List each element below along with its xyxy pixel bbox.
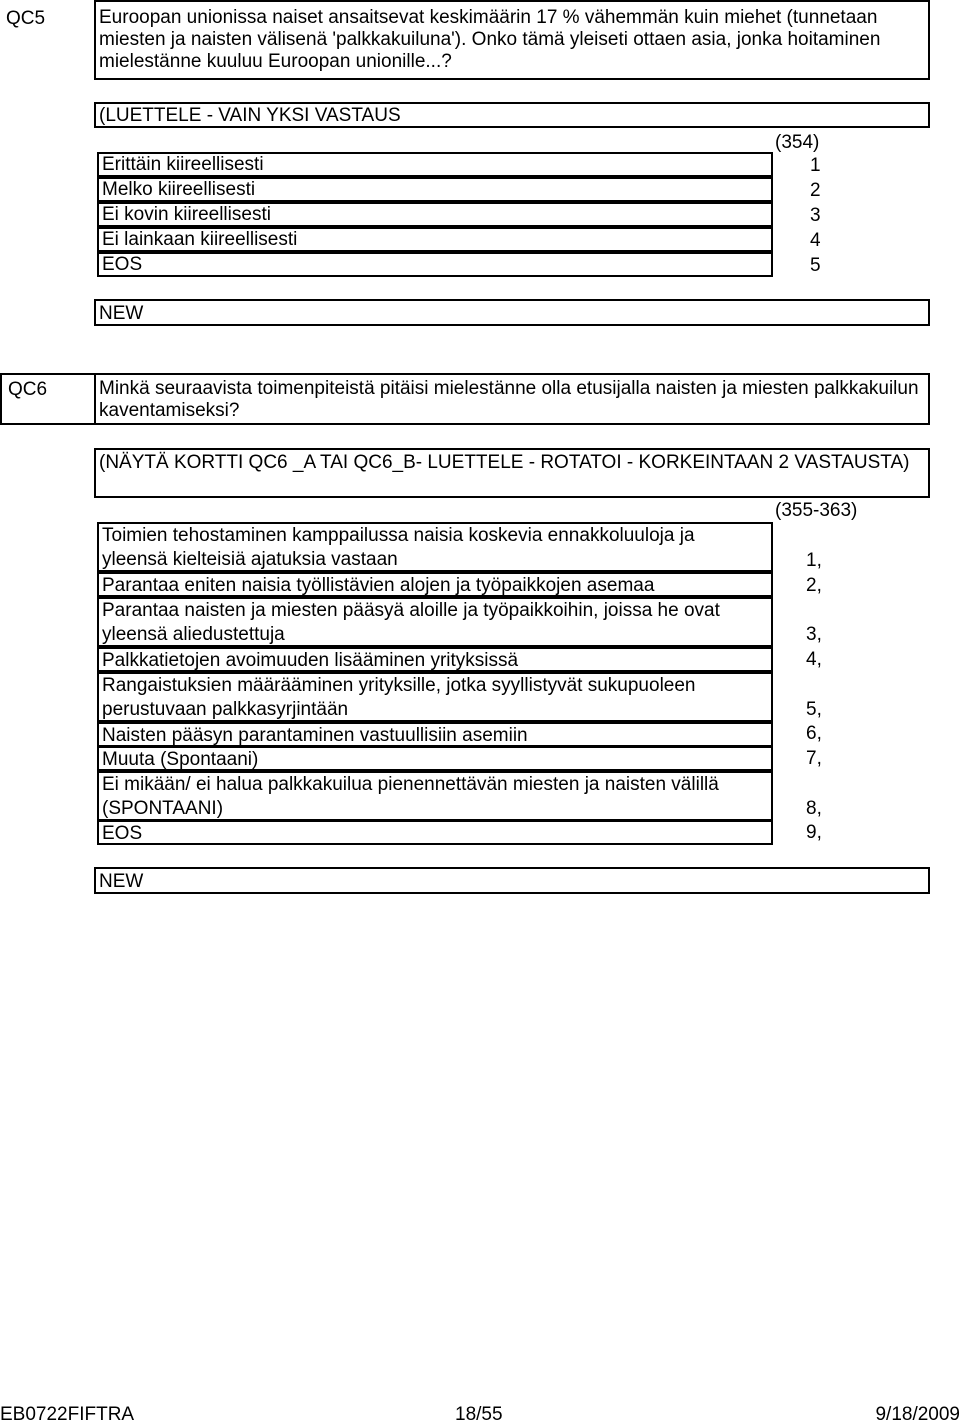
question-text-qc5: Euroopan unionissa naiset ansaitsevat keskimäärin 17 % vähemmän kuin miehet (tunnetaan miesten ja naisten välisenä 'palkkakuiluna'). Onko tämä yleiseti ottaen asia, jonka hoitaminen mielestänne kuuluu Euroopan unionille...? <box>99 7 881 72</box>
answer-option-qc6-3 <box>97 597 773 647</box>
answer-option-qc6-6 <box>97 722 773 747</box>
question-id-qc6: QC6 <box>8 379 48 400</box>
new-label-qc5: NEW <box>99 303 144 324</box>
answer-option-qc6-7 <box>97 746 773 771</box>
answer-option-qc5-2 <box>97 177 773 202</box>
column-code-qc5: (354) <box>775 132 820 153</box>
answer-option-qc6-5 <box>97 672 773 722</box>
answer-code-qc6-1: 1, <box>806 550 822 571</box>
answer-option-qc6-4 <box>97 647 773 672</box>
question-text-box-qc6 <box>94 373 930 425</box>
instruction-box-qc5 <box>94 102 930 128</box>
question-text-qc6: Minkä seuraavista toimenpiteistä pitäisi mielestänne olla etusijalla naisten ja miesten palkkakuilun kaventamiseksi? <box>99 378 919 421</box>
answer-code-qc6-4: 4, <box>806 649 822 670</box>
answer-option-qc6-9 <box>97 820 773 845</box>
answer-option-line1: Muuta (Spontaani) <box>102 749 259 770</box>
answer-option-label: Ei kovin kiireellisesti <box>102 204 271 225</box>
answer-option-line1: Palkkatietojen avoimuuden lisääminen yrityksissä <box>102 650 519 671</box>
footer-date: 9/18/2009 <box>875 1404 960 1423</box>
answer-option-qc5-4 <box>97 227 773 252</box>
answer-option-line1: EOS <box>102 823 143 844</box>
answer-option-line2: yleensä aliedustettuja <box>102 624 285 645</box>
answer-option-label: Ei lainkaan kiireellisesti <box>102 229 298 250</box>
answer-option-line1: Parantaa naisten ja miesten pääsyä aloille ja työpaikkoihin, joissa he ovat <box>102 600 720 621</box>
answer-option-line1: Parantaa eniten naisia työllistävien alojen ja työpaikkojen asemaa <box>102 575 655 596</box>
answer-option-line2: (SPONTAANI) <box>102 798 224 819</box>
question-id-box-qc6 <box>0 373 96 425</box>
answer-option-qc6-1 <box>97 522 773 572</box>
answer-option-qc5-1 <box>97 152 773 177</box>
question-id-qc5: QC5 <box>6 8 46 29</box>
answer-code-qc5-4: 4 <box>810 230 821 251</box>
answer-option-qc6-8 <box>97 771 773 821</box>
instruction-text-qc5: (LUETTELE - VAIN YKSI VASTAUS <box>99 105 401 126</box>
instruction-box-qc6 <box>94 448 930 498</box>
answer-code-qc6-9: 9, <box>806 822 822 843</box>
instruction-text-qc6: (NÄYTÄ KORTTI QC6 _A TAI QC6_B- LUETTELE - ROTATOI - KORKEINTAAN 2 VASTAUSTA) <box>99 452 910 473</box>
answer-option-qc5-3 <box>97 202 773 227</box>
answer-code-qc5-2: 2 <box>810 180 821 201</box>
answer-code-qc5-1: 1 <box>810 155 821 176</box>
answer-option-line2: yleensä kielteisiä ajatuksia vastaan <box>102 549 398 570</box>
answer-option-qc5-5 <box>97 252 773 277</box>
answer-option-line1: Ei mikään/ ei halua palkkakuilua pienennettävän miesten ja naisten välillä <box>102 774 719 795</box>
footer-page-number: 18/55 <box>455 1404 503 1423</box>
answer-code-qc6-5: 5, <box>806 699 822 720</box>
answer-option-label: Erittäin kiireellisesti <box>102 154 264 175</box>
answer-option-label: Melko kiireellisesti <box>102 179 256 200</box>
answer-code-qc6-3: 3, <box>806 624 822 645</box>
footer-document-code: EB0722FIFTRA <box>0 1404 135 1423</box>
new-label-qc6: NEW <box>99 871 144 892</box>
answer-code-qc5-3: 3 <box>810 205 821 226</box>
answer-option-line1: Rangaistuksien määrääminen yrityksille, jotka syyllistyvät sukupuoleen <box>102 675 696 696</box>
answer-option-label: EOS <box>102 254 143 275</box>
answer-code-qc6-8: 8, <box>806 798 822 819</box>
new-box-qc5 <box>94 299 930 326</box>
answer-code-qc6-7: 7, <box>806 748 822 769</box>
question-text-box-qc5 <box>94 0 930 80</box>
answer-code-qc6-6: 6, <box>806 723 822 744</box>
answer-option-line1: Naisten pääsyn parantaminen vastuullisiin asemiin <box>102 725 528 746</box>
column-code-qc6: (355-363) <box>775 500 858 521</box>
answer-option-line2: perustuvaan palkkasyrjintään <box>102 699 349 720</box>
answer-option-line1: Toimien tehostaminen kamppailussa naisia koskevia ennakkoluuloja ja <box>102 525 695 546</box>
new-box-qc6 <box>94 867 930 894</box>
answer-code-qc6-2: 2, <box>806 575 822 596</box>
answer-option-qc6-2 <box>97 572 773 597</box>
answer-code-qc5-5: 5 <box>810 255 821 276</box>
